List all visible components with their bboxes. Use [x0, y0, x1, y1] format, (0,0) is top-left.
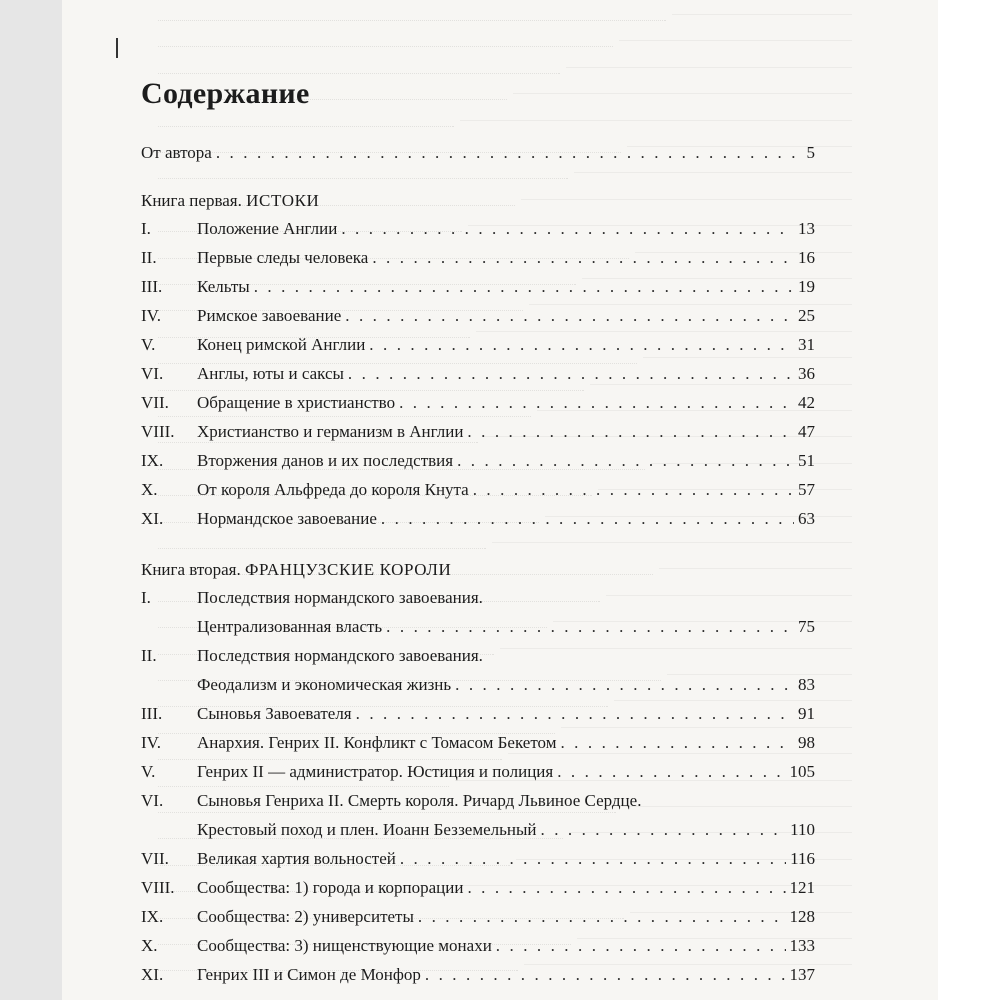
- page-number: 137: [789, 965, 815, 984]
- ghost-num: [852, 477, 938, 503]
- dot-leader: [418, 904, 786, 930]
- toc-entry[interactable]: [141, 730, 815, 756]
- ghost-num: [852, 847, 938, 873]
- chapter-title: От короля Альфреда до короля Кнута: [197, 480, 469, 499]
- book-name: ИСТОКИ: [246, 191, 320, 210]
- page-number: 110: [790, 820, 815, 839]
- ghost-num: [852, 556, 938, 582]
- dot-leader: [356, 701, 794, 727]
- ghost-text: [619, 28, 852, 41]
- chapter-number: VII.: [141, 393, 169, 412]
- page-number: 75: [798, 617, 815, 636]
- chapter-title: Кельты: [197, 277, 250, 296]
- ghost-page: [62, 160, 152, 186]
- ghost-page: [62, 451, 152, 477]
- ghost-page: [62, 820, 152, 846]
- ghost-num: [852, 926, 938, 952]
- ghost-num: [852, 398, 938, 424]
- ghost-page: [62, 108, 152, 134]
- chapter-number: XI.: [141, 509, 164, 528]
- ghost-num: [852, 292, 938, 318]
- page-number: 13: [798, 219, 815, 238]
- entry-spacer: [141, 532, 815, 535]
- chapter-title: Обращение в христианство: [197, 393, 396, 412]
- ghost-page: [62, 873, 152, 899]
- ghost-num: [852, 372, 938, 398]
- ghost-num: [852, 609, 938, 635]
- toc-entry[interactable]: [141, 390, 815, 416]
- ghost-num: [852, 952, 938, 978]
- ghost-page: [62, 81, 152, 107]
- chapter-number: III.: [141, 277, 163, 296]
- ghost-page: [62, 952, 152, 978]
- toc-line: [141, 477, 815, 503]
- chapter-title: Сообщества: 3) нищенствующие монахи: [197, 936, 492, 955]
- ghost-num: [852, 28, 938, 54]
- toc-line: [141, 759, 815, 785]
- toc-line: [141, 332, 815, 358]
- chapter-title: Римское завоевание: [197, 306, 342, 325]
- toc-entry[interactable]: [141, 788, 815, 843]
- ghost-num: [852, 240, 938, 266]
- dot-leader: [399, 390, 794, 416]
- chapter-number: VIII.: [141, 878, 175, 897]
- entry-spacer: [141, 988, 815, 991]
- chapter-title: Крестовый поход и плен. Иоанн Безземельный: [197, 820, 537, 839]
- ghost-num: [852, 504, 938, 530]
- chapter-title: Последствия нормандского завоевания.: [197, 646, 483, 665]
- ghost-page: [62, 319, 152, 345]
- chapter-number: X.: [141, 936, 158, 955]
- chapter-title: Сообщества: 2) университеты: [197, 907, 414, 926]
- toc-entry[interactable]: [141, 332, 815, 358]
- ghost-page: [62, 768, 152, 794]
- ghost-num: [852, 794, 938, 820]
- ghost-page: [62, 213, 152, 239]
- ghost-page: [62, 556, 152, 582]
- ghost-page: [62, 55, 152, 81]
- ghost-num: [852, 715, 938, 741]
- right-margin: [938, 0, 1000, 1000]
- ghost-page: [62, 530, 152, 556]
- toc-line: [141, 448, 815, 474]
- chapter-number: V.: [141, 762, 156, 781]
- ghost-num: [852, 820, 938, 846]
- page-number: 19: [798, 277, 815, 296]
- chapter-number: X.: [141, 480, 158, 499]
- dot-leader: [216, 140, 803, 166]
- page-number: 128: [789, 907, 815, 926]
- chapter-number: II.: [141, 646, 157, 665]
- toc-line: [141, 962, 815, 988]
- toc-line: [141, 817, 815, 843]
- page-number: 51: [798, 451, 815, 470]
- chapter-number: IV.: [141, 733, 161, 752]
- chapter-number: VI.: [141, 364, 164, 383]
- toc-line: [141, 788, 815, 814]
- chapter-title: Сыновья Генриха II. Смерть короля. Ричард Львиное Сердце.: [197, 791, 642, 810]
- toc-entry-preface[interactable]: [141, 140, 815, 166]
- ghost-page: [62, 372, 152, 398]
- toc-line: [141, 216, 815, 242]
- ghost-num: [852, 345, 938, 371]
- ghost-num: [852, 2, 938, 28]
- toc-entry[interactable]: [141, 933, 815, 959]
- toc-line: [141, 672, 815, 698]
- ghost-num: [852, 583, 938, 609]
- toc-line: [141, 614, 815, 640]
- ghost-text: [672, 2, 852, 15]
- page-number: 25: [798, 306, 815, 325]
- dot-leader: [557, 759, 785, 785]
- toc-entry[interactable]: [141, 303, 815, 329]
- ghost-text: [566, 55, 852, 68]
- ghost-page: [62, 187, 152, 213]
- toc-entry[interactable]: [141, 506, 815, 532]
- ghost-num: [852, 266, 938, 292]
- chapter-number: V.: [141, 335, 156, 354]
- chapter-number: IX.: [141, 907, 164, 926]
- ghost-num: [852, 213, 938, 239]
- ghost-page: [62, 240, 152, 266]
- chapter-title: Последствия нормандского завоевания.: [197, 588, 483, 607]
- toc-entry[interactable]: [141, 361, 815, 387]
- ghost-num: [852, 424, 938, 450]
- page-number: 121: [789, 878, 815, 897]
- book-heading: [141, 557, 815, 583]
- page-title: Содержание: [141, 77, 310, 110]
- dot-leader: [341, 216, 794, 242]
- ghost-page: [62, 900, 152, 926]
- page-number: 98: [798, 733, 815, 752]
- ghost-num: [852, 900, 938, 926]
- chapter-number: IX.: [141, 451, 164, 470]
- dot-leader: [473, 477, 794, 503]
- ghost-page: [62, 609, 152, 635]
- dot-leader: [496, 933, 786, 959]
- toc-line: [141, 390, 815, 416]
- chapter-title: Генрих III и Симон де Монфор: [197, 965, 421, 984]
- ghost-num: [852, 768, 938, 794]
- toc-line: [141, 419, 815, 445]
- book-page: [62, 0, 938, 1000]
- toc-entry[interactable]: [141, 643, 815, 698]
- ghost-page: [62, 2, 152, 28]
- ghost-page: [62, 345, 152, 371]
- dot-leader: [254, 274, 794, 300]
- ghost-page: [62, 477, 152, 503]
- toc-line: [141, 303, 815, 329]
- ghost-dots: [158, 55, 560, 74]
- ghost-num: [852, 319, 938, 345]
- book-section: [141, 188, 815, 535]
- page-number: 16: [798, 248, 815, 267]
- toc-line: [141, 904, 815, 930]
- page-number: 42: [798, 393, 815, 412]
- page-number: 133: [789, 936, 815, 955]
- dot-leader: [369, 332, 794, 358]
- page-number: 31: [798, 335, 815, 354]
- toc-line: [141, 643, 815, 669]
- chapter-number: III.: [141, 704, 163, 723]
- ghost-page: [62, 847, 152, 873]
- entry-title: От автора: [141, 143, 212, 162]
- toc-line: [141, 730, 815, 756]
- ghost-num: [852, 688, 938, 714]
- table-of-contents: [141, 76, 815, 991]
- toc-entry[interactable]: [141, 419, 815, 445]
- ghost-page: [62, 636, 152, 662]
- toc-entry[interactable]: [141, 846, 815, 872]
- chapter-number: II.: [141, 248, 157, 267]
- dot-leader: [386, 614, 794, 640]
- ghost-page: [62, 424, 152, 450]
- ghost-page: [62, 134, 152, 160]
- dot-leader: [381, 506, 794, 532]
- ghost-num: [852, 81, 938, 107]
- ghost-page: [62, 28, 152, 54]
- page-number: 57: [798, 480, 815, 499]
- toc-entry[interactable]: [141, 701, 815, 727]
- toc-line: [141, 506, 815, 532]
- toc-entry[interactable]: [141, 274, 815, 300]
- page-number: 63: [798, 509, 815, 528]
- toc-line: [141, 701, 815, 727]
- page-number: 5: [806, 143, 815, 162]
- chapter-title: Вторжения данов и их последствия: [197, 451, 454, 470]
- book-heading: [141, 188, 815, 214]
- ghost-page: [62, 741, 152, 767]
- book-prefix: Книга вторая.: [141, 560, 241, 579]
- page-number: 116: [790, 849, 815, 868]
- left-margin: [0, 0, 62, 1000]
- chapter-number: XI.: [141, 965, 164, 984]
- ghost-num: [852, 636, 938, 662]
- toc-entry[interactable]: [141, 962, 815, 988]
- page-mark: [116, 38, 118, 58]
- toc-line: [141, 274, 815, 300]
- chapter-number: I.: [141, 588, 151, 607]
- chapter-title: Сообщества: 1) города и корпорации: [197, 878, 464, 897]
- dot-leader: [541, 817, 787, 843]
- chapter-title: Анархия. Генрих II. Конфликт с Томасом Бекетом: [197, 733, 557, 752]
- chapter-number: I.: [141, 219, 151, 238]
- toc-entry[interactable]: [141, 477, 815, 503]
- dot-leader: [372, 245, 794, 271]
- toc-entry[interactable]: [141, 759, 815, 785]
- page-number: 91: [798, 704, 815, 723]
- chapter-number: VI.: [141, 791, 164, 810]
- chapter-number: VIII.: [141, 422, 175, 441]
- page-number: 105: [789, 762, 815, 781]
- ghost-dots: [158, 28, 613, 47]
- toc-line: [141, 245, 815, 271]
- dot-leader: [425, 962, 786, 988]
- ghost-page: [62, 715, 152, 741]
- chapter-title: Первые следы человека: [197, 248, 369, 267]
- chapter-title: Феодализм и экономическая жизнь: [197, 675, 452, 694]
- ghost-num: [852, 451, 938, 477]
- chapter-title: Конец римской Англии: [197, 335, 366, 354]
- dot-leader: [348, 361, 794, 387]
- ghost-page: [62, 794, 152, 820]
- book-name: ФРАНЦУЗСКИЕ КОРОЛИ: [244, 560, 452, 579]
- chapter-number: VII.: [141, 849, 169, 868]
- ghost-line: [62, 28, 938, 54]
- dot-leader: [467, 419, 794, 445]
- chapter-title: Христианство и германизм в Англии: [197, 422, 464, 441]
- ghost-page: [62, 504, 152, 530]
- chapter-title: Генрих II — администратор. Юстиция и полиция: [197, 762, 554, 781]
- toc-line: [141, 585, 815, 611]
- toc-entry[interactable]: [141, 448, 815, 474]
- chapter-title: Великая хартия вольностей: [197, 849, 396, 868]
- page-number: 47: [798, 422, 815, 441]
- ghost-num: [852, 530, 938, 556]
- chapter-title: Нормандское завоевание: [197, 509, 377, 528]
- dot-leader: [560, 730, 794, 756]
- ghost-num: [852, 160, 938, 186]
- ghost-line: [62, 2, 938, 28]
- ghost-page: [62, 688, 152, 714]
- toc-line: [141, 846, 815, 872]
- dot-leader: [345, 303, 794, 329]
- chapter-number: IV.: [141, 306, 161, 325]
- chapter-title: Положение Англии: [197, 219, 338, 238]
- ghost-dots: [158, 2, 666, 21]
- ghost-page: [62, 926, 152, 952]
- toc-entry[interactable]: [141, 216, 815, 242]
- dot-leader: [467, 875, 785, 901]
- toc-line: [141, 361, 815, 387]
- toc-entry[interactable]: [141, 585, 815, 640]
- book-prefix: Книга первая.: [141, 191, 242, 210]
- ghost-page: [62, 398, 152, 424]
- ghost-num: [852, 662, 938, 688]
- toc-entry[interactable]: [141, 875, 815, 901]
- ghost-num: [852, 134, 938, 160]
- ghost-num: [852, 741, 938, 767]
- toc-line: [141, 933, 815, 959]
- ghost-page: [62, 292, 152, 318]
- dot-leader: [457, 448, 794, 474]
- ghost-num: [852, 108, 938, 134]
- ghost-page: [62, 583, 152, 609]
- ghost-num: [852, 187, 938, 213]
- book-section: [141, 557, 815, 991]
- page-number: 36: [798, 364, 815, 383]
- chapter-title: Англы, юты и саксы: [197, 364, 344, 383]
- toc-entry[interactable]: [141, 904, 815, 930]
- chapter-title: Сыновья Завоевателя: [197, 704, 352, 723]
- toc-line: [141, 875, 815, 901]
- dot-leader: [455, 672, 794, 698]
- dot-leader: [400, 846, 786, 872]
- ghost-num: [852, 55, 938, 81]
- ghost-page: [62, 662, 152, 688]
- toc-entry[interactable]: [141, 245, 815, 271]
- chapter-title: Централизованная власть: [197, 617, 383, 636]
- ghost-page: [62, 266, 152, 292]
- ghost-num: [852, 873, 938, 899]
- page-number: 83: [798, 675, 815, 694]
